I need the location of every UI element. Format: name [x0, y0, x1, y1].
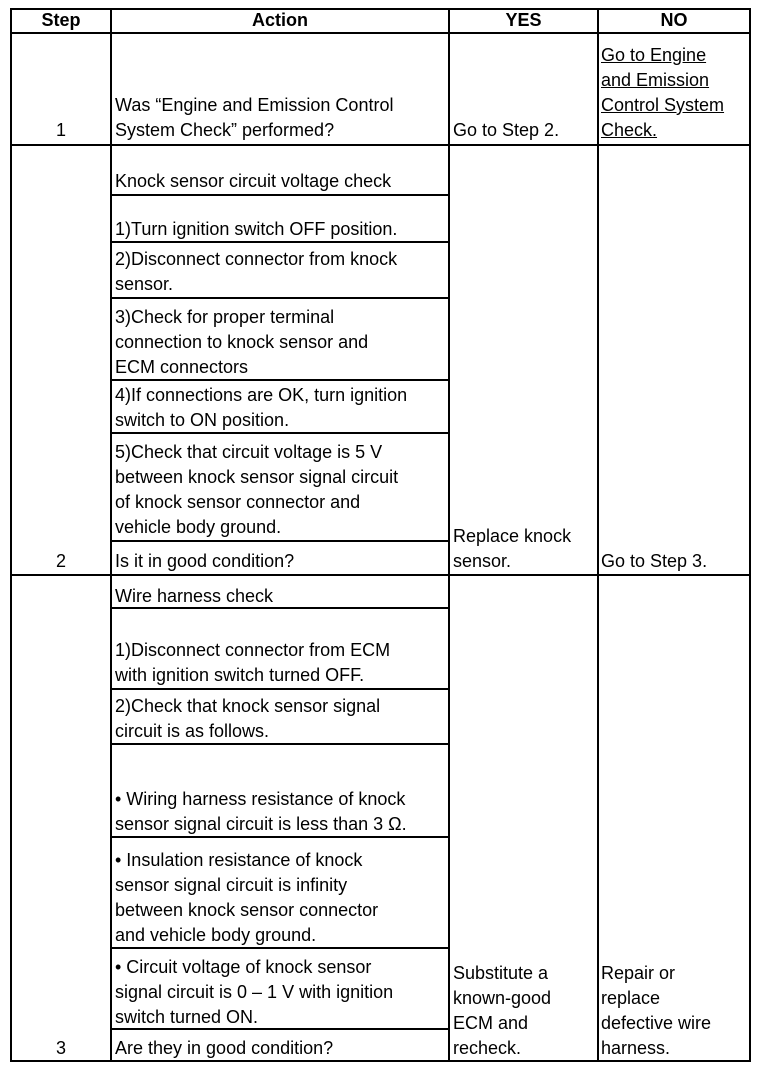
action-question: Is it in good condition? — [115, 551, 295, 571]
action-title: Wire harness check — [115, 586, 274, 606]
header-divider — [10, 32, 751, 34]
no-result: Repair or — [601, 963, 676, 983]
row-divider-1-2 — [10, 144, 751, 146]
action-item: switch turned ON. — [115, 1007, 259, 1027]
yes-result: Substitute a — [453, 963, 549, 983]
action-item: vehicle body ground. — [115, 517, 282, 537]
column-divider-step-action — [110, 8, 112, 1062]
no-result-link[interactable]: Check. — [601, 120, 658, 140]
action-item: between knock sensor signal circuit — [115, 467, 399, 487]
column-divider-action-yes — [448, 8, 450, 1062]
no-result: harness. — [601, 1038, 671, 1058]
action-item: sensor signal circuit is infinity — [115, 875, 348, 895]
no-result-link[interactable]: Go to Engine — [601, 45, 707, 65]
yes-result: Go to Step 2. — [453, 120, 560, 140]
action-item: between knock sensor connector — [115, 900, 379, 920]
action-title: Knock sensor circuit voltage check — [115, 171, 392, 191]
action-item: with ignition switch turned OFF. — [115, 665, 365, 685]
action-item: and vehicle body ground. — [115, 925, 317, 945]
yes-result: recheck. — [453, 1038, 522, 1058]
action-subrow-line — [110, 194, 450, 196]
table-border-left — [10, 8, 12, 1062]
header-no: NO — [660, 10, 688, 30]
step-number: 3 — [55, 1038, 66, 1058]
step-number: 1 — [55, 120, 66, 140]
action-item: • Wiring harness resistance of knock — [115, 789, 406, 809]
action-item: connection to knock sensor and — [115, 332, 369, 352]
row-divider-2-3 — [10, 574, 751, 576]
header-step: Step — [41, 10, 81, 30]
header-action: Action — [252, 10, 308, 30]
step-number: 2 — [55, 551, 66, 571]
no-result: Go to Step 3. — [601, 551, 708, 571]
action-subrow-line — [110, 688, 450, 690]
action-item: ECM connectors — [115, 357, 249, 377]
action-question: Was “Engine and Emission Control — [115, 95, 394, 115]
yes-result: known-good — [453, 988, 552, 1008]
no-result: defective wire — [601, 1013, 712, 1033]
no-result-link[interactable]: Control System — [601, 95, 725, 115]
action-item: 3)Check for proper terminal — [115, 307, 335, 327]
action-subrow-line — [110, 540, 450, 542]
action-item: of knock sensor connector and — [115, 492, 361, 512]
action-question: Are they in good condition? — [115, 1038, 334, 1058]
action-item: 4)If connections are OK, turn ignition — [115, 385, 408, 405]
action-item: 5)Check that circuit voltage is 5 V — [115, 442, 383, 462]
action-item: 2)Check that knock sensor signal — [115, 696, 381, 716]
action-item: 1)Disconnect connector from ECM — [115, 640, 391, 660]
action-item: switch to ON position. — [115, 410, 290, 430]
action-item: • Circuit voltage of knock sensor — [115, 957, 372, 977]
action-item: sensor. — [115, 274, 174, 294]
action-subrow-line — [110, 297, 450, 299]
action-item: signal circuit is 0 – 1 V with ignition — [115, 982, 394, 1002]
action-item: 2)Disconnect connector from knock — [115, 249, 398, 269]
yes-result: ECM and — [453, 1013, 529, 1033]
action-question: System Check” performed? — [115, 120, 335, 140]
action-item: sensor signal circuit is less than 3 Ω. — [115, 814, 407, 834]
table-border-right — [749, 8, 751, 1062]
action-item: circuit is as follows. — [115, 721, 270, 741]
yes-result: Replace knock — [453, 526, 572, 546]
no-result-link[interactable]: and Emission — [601, 70, 710, 90]
action-item: 1)Turn ignition switch OFF position. — [115, 219, 398, 239]
header-yes: YES — [505, 10, 542, 30]
no-result: replace — [601, 988, 661, 1008]
action-item: • Insulation resistance of knock — [115, 850, 363, 870]
column-divider-yes-no — [597, 8, 599, 1062]
yes-result: sensor. — [453, 551, 512, 571]
